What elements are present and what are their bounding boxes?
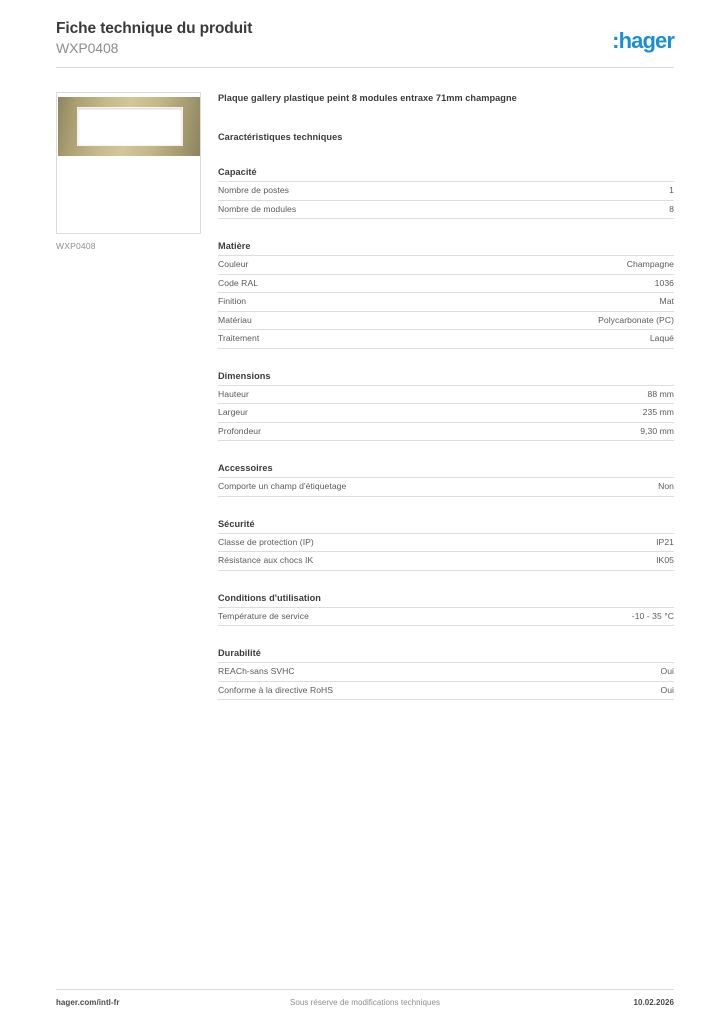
table-row [218,256,674,275]
page-title: Fiche technique du produit [56,20,253,37]
specification-group [218,370,674,442]
specification-value: Polycarbonate (PC) [598,314,674,325]
specification-value: Oui [660,684,674,695]
product-plate-frame [58,97,201,156]
table-row [218,311,674,330]
specification-group-title: Sécurité [218,518,255,529]
specification-label: Température de service [218,610,309,621]
specification-table [218,533,674,571]
table-row [218,552,674,571]
specification-table [218,477,674,497]
specification-value: Non [658,481,674,491]
specification-value: 88 mm [647,388,674,399]
specification-group-title: Dimensions [218,370,271,381]
table-row [218,330,674,349]
specification-groups [218,166,674,700]
specification-label: Profondeur [218,425,262,436]
specification-value: IP21 [656,536,674,547]
specification-group [218,518,674,571]
specification-value: 1036 [654,277,674,288]
table-row [218,182,674,201]
page-header [56,20,674,68]
table-row [218,422,674,441]
specification-label: Matériau [218,314,252,325]
product-image-caption: WXP0408 [56,241,96,251]
table-row [218,404,674,423]
specification-value: 235 mm [642,407,674,417]
specifications-column [218,92,674,700]
footer-date: 10.02.2026 [633,998,674,1007]
specification-table [218,255,674,349]
specification-label: REACh-sans SVHC [218,666,295,676]
specification-value: 8 [669,203,674,214]
footer-divider [56,989,674,990]
specification-label: Finition [218,296,247,306]
specification-group [218,240,674,349]
specification-label: Traitement [218,333,260,343]
specification-group-title: Accessoires [218,463,273,473]
table-row [218,533,674,552]
specification-table [218,662,674,700]
specification-value: Champagne [626,259,674,269]
table-row [218,293,674,312]
specification-group [218,592,674,627]
specification-group [218,647,674,700]
table-row [218,607,674,626]
specification-value: Mat [659,296,674,306]
specification-label: Conforme à la directive RoHS [218,684,334,695]
specification-label: Hauteur [218,388,249,399]
specification-value: 9,30 mm [640,425,674,436]
specification-table [218,385,674,442]
specification-label: Nombre de modules [218,203,297,214]
specifications-heading: Caractéristiques techniques [218,132,343,142]
specification-group-title: Capacité [218,167,257,177]
specification-table [218,607,674,627]
page-footer [56,997,674,1011]
hager-logo: :hager [612,28,674,53]
specification-label: Couleur [218,259,249,269]
specification-value: Oui [660,666,674,676]
specification-group [218,166,674,219]
specification-value: IK05 [656,555,674,565]
product-plate-aperture [78,108,182,145]
product-reference-subtitle: WXP0408 [56,40,119,56]
table-row [218,681,674,700]
table-row [218,274,674,293]
product-image [56,92,201,234]
product-name: Plaque gallery plastique peint 8 modules entraxe 71mm champagne [218,93,517,103]
specification-label: Résistance aux chocs IK [218,555,314,565]
table-row [218,200,674,219]
specification-value: 1 [669,185,674,195]
specification-label: Classe de protection (IP) [218,536,314,547]
specification-group-title: Durabilité [218,648,261,658]
specification-table [218,181,674,219]
specification-group-title: Matière [218,241,251,251]
specification-group-title: Conditions d'utilisation [218,592,321,603]
specification-value: -10 - 35 °C [631,610,674,621]
footer-website[interactable]: hager.com/intl-fr [56,998,120,1007]
table-row [218,663,674,682]
header-divider [56,67,674,68]
table-row [218,478,674,497]
footer-disclaimer: Sous réserve de modifications techniques [289,998,441,1007]
specification-group [218,462,674,497]
specification-value: Laqué [649,333,674,343]
specification-label: Nombre de postes [218,185,290,195]
specification-label: Code RAL [218,277,259,288]
specification-label: Largeur [218,407,248,417]
specification-label: Comporte un champ d'étiquetage [218,481,347,491]
table-row [218,385,674,404]
product-figure [56,92,203,252]
